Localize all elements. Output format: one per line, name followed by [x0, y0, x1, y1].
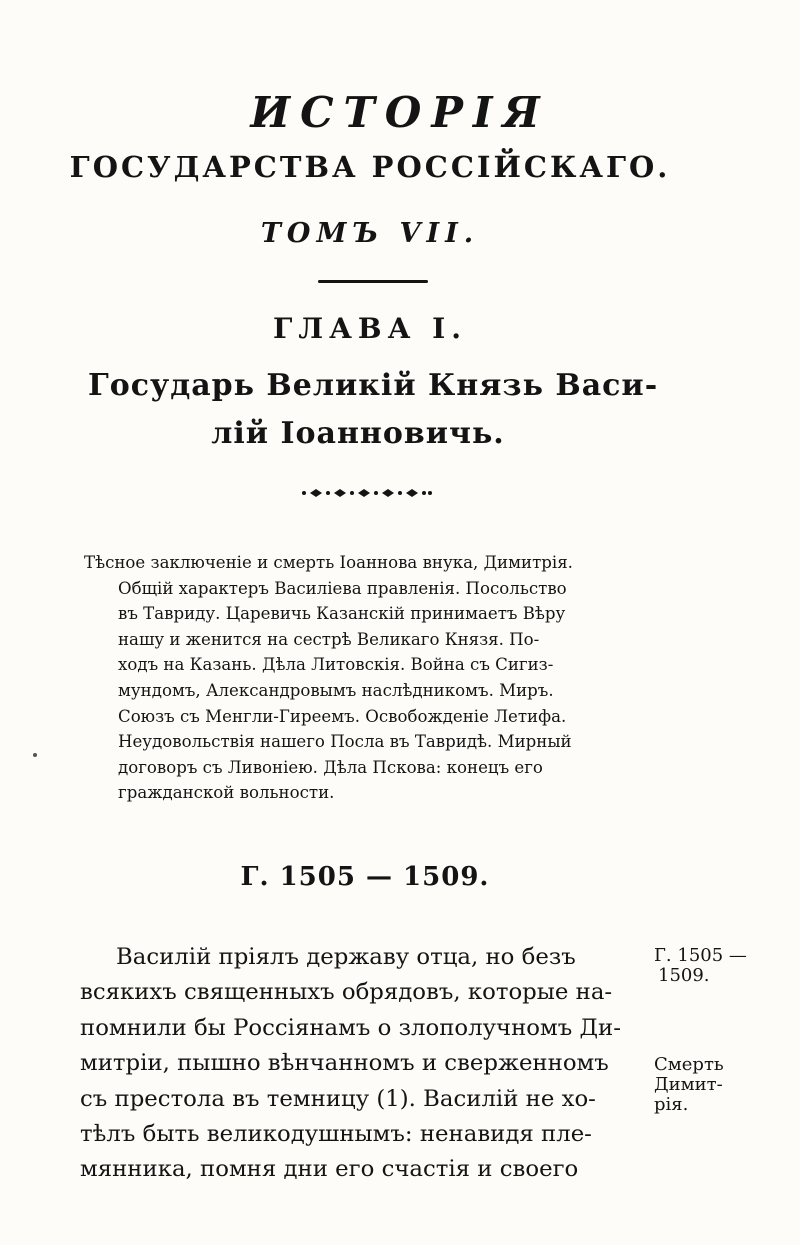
summary-line: мундомъ, Александровымъ наслѣдникомъ. Миръ.	[118, 680, 554, 700]
margin-note-line: Смерть	[654, 1054, 724, 1075]
summary-line: нашу и женится на сестрѣ Великаго Князя. По-	[118, 629, 540, 649]
body-line: митріи, пышно вѣнчанномъ и сверженномъ	[80, 1050, 609, 1077]
chapter-title-line-2: лій Іоанновичь.	[211, 416, 505, 451]
summary-line: договоръ съ Ливоніею. Дѣла Пскова: конецъ его	[118, 757, 543, 777]
margin-note-line: 1509.	[658, 965, 710, 986]
body-paragraph	[80, 940, 650, 1188]
year-heading: Г. 1505 — 1509.	[240, 862, 490, 892]
chapter-number: ГЛАВА I.	[273, 312, 467, 345]
book-title: ИСТОРІЯ	[250, 88, 550, 137]
title-rule	[318, 280, 428, 283]
margin-note-death	[654, 1055, 724, 1115]
summary-line: въ Тавриду. Царевичь Казанскій принимаетъ Вѣру	[118, 604, 566, 624]
summary-line: Общій характеръ Василіева правленія. Посольство	[118, 578, 567, 598]
chapter-title	[88, 362, 688, 458]
margin-note-line: рія.	[654, 1094, 689, 1115]
body-line: Василій пріялъ державу отца, но безъ	[116, 944, 576, 970]
body-line: съ престола въ темницу (1). Василій не хо-	[80, 1085, 596, 1112]
body-line: мянника, помня дни его счастія и своего	[80, 1156, 579, 1183]
body-line: помнили бы Россіянамъ о злополучномъ Ди-	[80, 1014, 621, 1041]
summary-line: Тѣсное заключеніе и смерть Іоаннова внука, Димитрія.	[84, 553, 573, 572]
ornament-divider	[300, 486, 434, 500]
body-line: всякихъ священныхъ обрядовъ, которые на-	[80, 979, 613, 1006]
chapter-title-line-1: Государь Великій Князь Васи-	[88, 368, 659, 403]
paper-speck	[33, 753, 37, 757]
margin-note-years	[654, 946, 747, 986]
summary-line: гражданской вольности.	[118, 783, 335, 803]
margin-note-line: Димит-	[654, 1074, 723, 1095]
body-line: тѣлъ быть великодушнымъ: ненавидя пле-	[80, 1121, 592, 1148]
summary-line: Союзъ съ Менгли-Гиреемъ. Освобожденіе Летифа.	[118, 706, 567, 726]
volume-number: ТОМЪ VII.	[260, 218, 480, 249]
margin-note-line: Г. 1505 —	[654, 945, 747, 966]
summary-line: ходъ на Казань. Дѣла Литовскія. Война съ Сигиз-	[118, 655, 554, 675]
summary-line: Неудовольствія нашего Посла въ Тавридѣ. Мирный	[118, 732, 572, 752]
chapter-summary	[84, 550, 664, 806]
book-subtitle: ГОСУДАРСТВА РОССІЙСКАГО.	[69, 150, 671, 184]
